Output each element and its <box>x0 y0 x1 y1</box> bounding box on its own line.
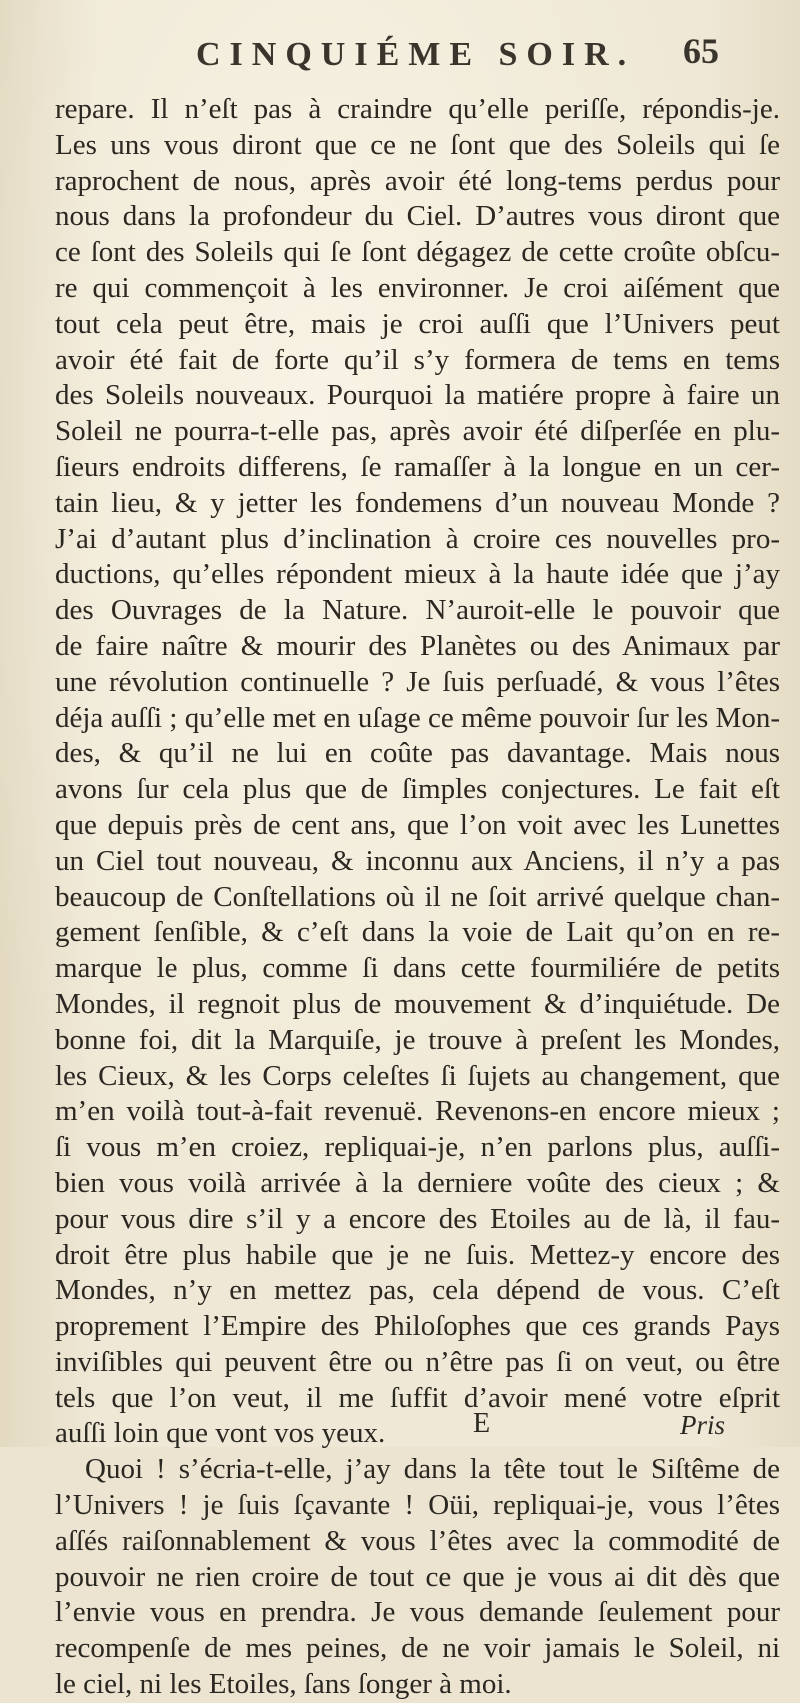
text-line: avoir été fait de forte qu’il s’y formera de tems en tems <box>55 343 780 376</box>
text-line: l’envie vous en prendra. Je vous demande ſeulement pour <box>55 1596 780 1629</box>
text-line: gement ſenſible, & c’eſt dans la voie de Lait qu’on en re- <box>55 916 780 949</box>
text-line: recompenſe de mes peines, de ne voir jamais le Soleil, ni <box>55 1632 780 1665</box>
text-line: ſi vous m’en croiez, repliquai-je, n’en parlons plus, auſſi- <box>55 1131 780 1164</box>
text-line: ſieurs endroits differens, ſe ramaſſer à la longue en un cer- <box>55 450 780 483</box>
text-line: pouvoir ne rien croire de tout ce que je vous ai dit dès que <box>55 1560 780 1593</box>
text-line: des Soleils nouveaux. Pourquoi la matiére propre à faire un <box>55 379 780 412</box>
text-line-paragraph-end: auſſi loin que vont vos yeux. <box>55 1417 386 1450</box>
text-line: J’ai d’autant plus d’inclination à croire ces nouvelles pro- <box>55 522 780 555</box>
text-line: tain lieu, & y jetter les fondemens d’un nouveau Monde ? <box>55 486 780 519</box>
text-line: inviſibles qui peuvent être ou n’être pas ſi on veut, ou être <box>55 1345 780 1378</box>
text-line: nous dans la profondeur du Ciel. D’autres vous diront que <box>55 200 780 233</box>
text-line: tout cela peut être, mais je croi auſſi que l’Univers peut <box>55 307 780 340</box>
text-line: Mondes, il regnoit plus de mouvement & d’inquiétude. De <box>55 987 780 1020</box>
signature-mark: E <box>473 1408 491 1439</box>
text-line: marque le plus, comme ſi dans cette fourmiliére de petits <box>55 952 780 985</box>
text-line: une révolution continuelle ? Je ſuis perſuadé, & vous l’êtes <box>55 665 780 698</box>
text-line: Mondes, n’y en mettez pas, cela dépend de vous. C’eſt <box>55 1274 780 1307</box>
text-line: aſſés raiſonnablement & vous l’êtes avec la commodité de <box>55 1524 780 1557</box>
text-line: ductions, qu’elles répondent mieux à la haute idée que j’ay <box>55 558 780 591</box>
text-line: de faire naître & mourir des Planètes ou des Animaux par <box>55 629 780 662</box>
text-line: bien vous voilà arrivée à la derniere voûte des cieux ; & <box>55 1166 780 1199</box>
text-line: avons ſur cela plus que de ſimples conjectures. Le fait eſt <box>55 773 780 806</box>
text-line: un Ciel tout nouveau, & inconnu aux Anciens, il n’y a pas <box>55 844 780 877</box>
text-line: Les uns vous diront que ce ne ſont que des Soleils qui ſe <box>55 128 780 161</box>
text-line: m’en voilà tout-à-fait revenuë. Revenons-en encore mieux ; <box>55 1095 780 1128</box>
text-line: repare. Il n’eſt pas à craindre qu’elle periſſe, répondis-je. <box>55 93 780 125</box>
text-line: pour vous dire s’il y a encore des Etoiles au de là, il fau- <box>55 1202 780 1235</box>
text-line-paragraph-start: Quoi ! s’écria-t-elle, j’ay dans la tête tout le Siſtême de <box>85 1453 780 1486</box>
page-number: 65 <box>683 31 719 71</box>
text-line: des, & qu’il ne lui en coûte pas davantage. Mais nous <box>55 737 780 770</box>
text-line: raprochent de nous, après avoir été long-tems perdus pour <box>55 164 780 197</box>
text-line: les Cieux, & les Corps celeſtes ſi ſujets au changement, que <box>55 1059 780 1092</box>
catchword: Pris <box>680 1410 726 1440</box>
text-line: ce ſont des Soleils qui ſe ſont dégagez de cette croûte obſcu- <box>55 236 780 269</box>
text-line: re qui commençoit à les environner. Je croi aiſément que <box>55 271 780 304</box>
text-line: tels que l’on veut, il me ſuffit d’avoir mené votre eſprit <box>55 1381 780 1414</box>
running-head <box>0 14 800 74</box>
text-line: déja auſſi ; qu’elle met en uſage ce même pouvoir ſur les Mon- <box>55 701 780 734</box>
page-footer <box>0 1408 800 1448</box>
running-title: CINQUIÉME SOIR. <box>196 36 636 73</box>
text-line: bonne foi, dit la Marquiſe, je trouve à preſent les Mondes, <box>55 1023 780 1056</box>
text-line: l’Univers ! je ſuis ſçavante ! Oüi, repliquai-je, vous l’êtes <box>55 1489 780 1522</box>
text-line: droit être plus habile que je ne ſuis. Mettez-y encore des <box>55 1238 780 1271</box>
body-text <box>55 92 780 1703</box>
text-line: beaucoup de Conſtellations où il ne ſoit arrivé quelque chan- <box>55 880 780 913</box>
text-line: proprement l’Empire des Philoſophes que ces grands Pays <box>55 1310 780 1343</box>
text-line: Soleil ne pourra-t-elle pas, après avoir été diſperſée en plu- <box>55 415 780 448</box>
text-line: que depuis près de cent ans, que l’on voit avec les Lunettes <box>55 808 780 841</box>
text-line-paragraph-end: le ciel, ni les Etoiles, ſans ſonger à moi. <box>55 1668 512 1701</box>
text-line: des Ouvrages de la Nature. N’auroit-elle le pouvoir que <box>55 594 780 627</box>
